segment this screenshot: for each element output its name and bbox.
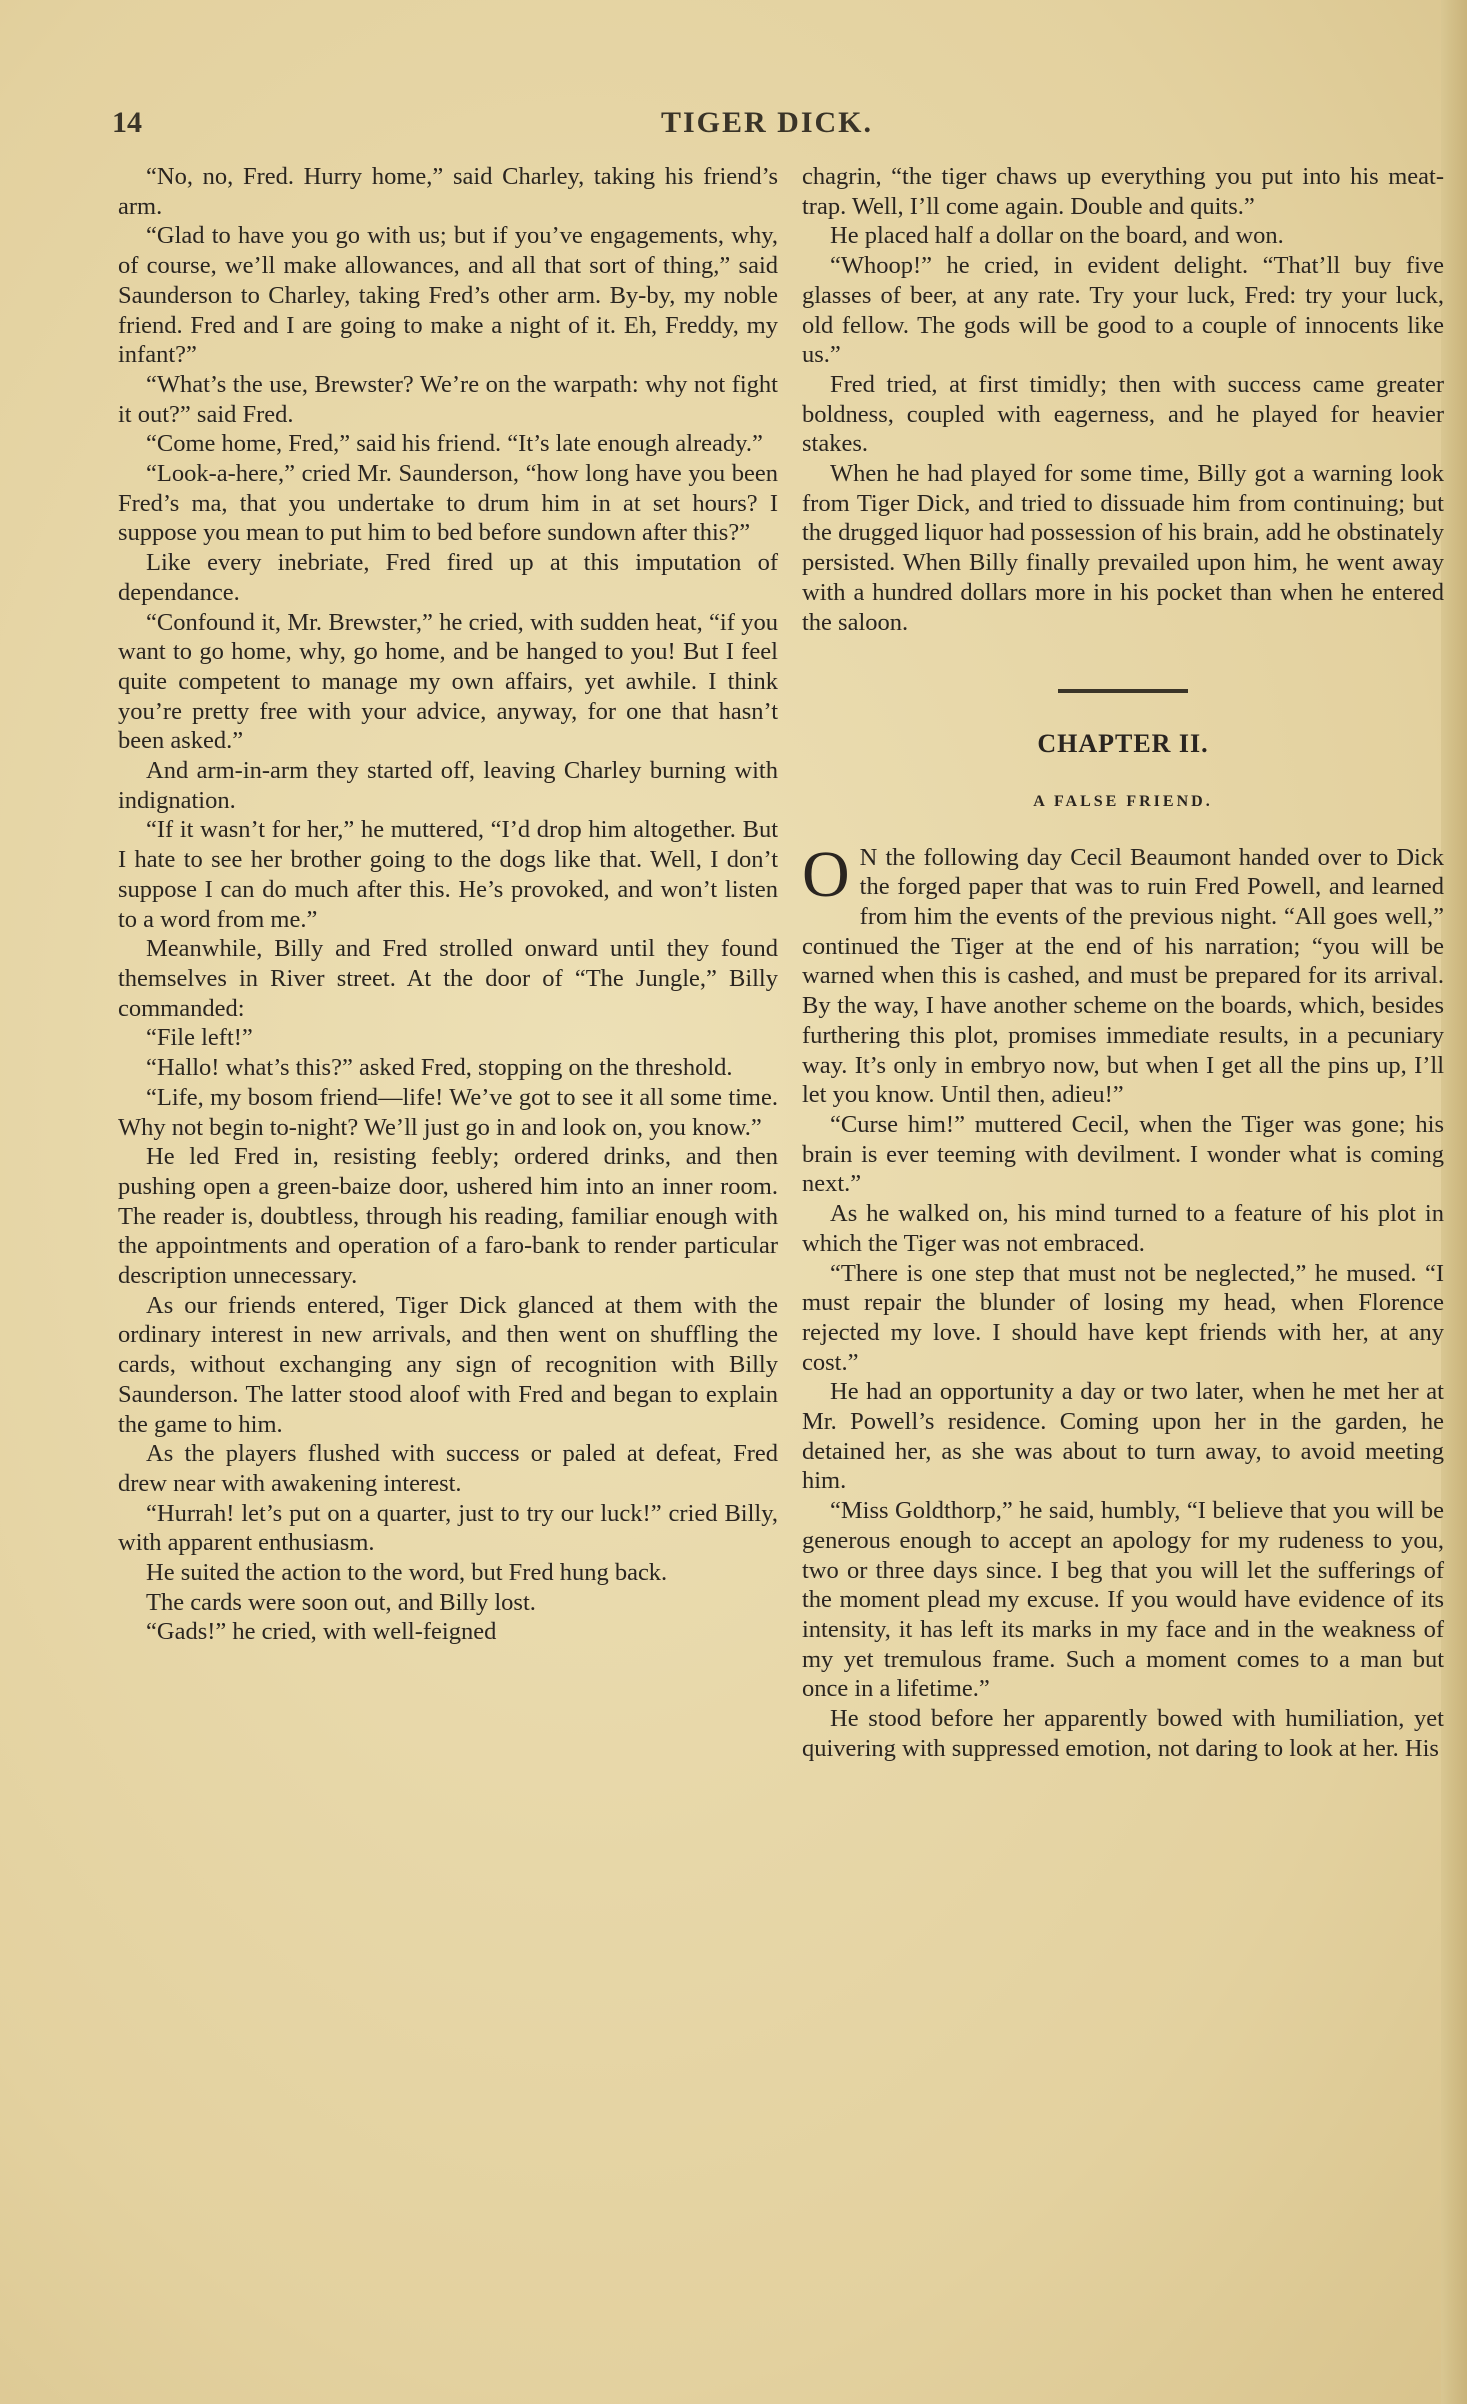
paragraph: “Confound it, Mr. Brewster,” he cried, with sudden heat, “if you want to go home, why, go home, and be hanged to you! But I feel quite competent to manage my own affairs, yet awhile. I think you’re pretty free with your advice, anyway, for one that hasn’t been asked.”	[118, 608, 778, 755]
paragraph: “Look-a-here,” cried Mr. Saunderson, “how long have you been Fred’s ma, that you undertake to drum him in at set hours? I suppose you mean to put him to bed before sundown after this?”	[118, 460, 778, 547]
drop-cap: O	[802, 837, 850, 911]
chapter-title: CHAPTER II.	[1037, 729, 1209, 759]
paragraph: “File left!”	[146, 1024, 253, 1052]
paragraph: And arm-in-arm they started off, leaving Charley burning with indignation.	[118, 757, 778, 814]
chapter-subtitle: A FALSE FRIEND.	[1033, 792, 1213, 810]
paragraph: He placed half a dollar on the board, and won.	[830, 222, 1284, 250]
page-edge	[1441, 0, 1467, 2404]
paragraph: As our friends entered, Tiger Dick glanced at them with the ordinary interest in new arrivals, and then went on shuffling the cards, without exchanging any sign of recognition with Billy Saunderson. The latter stood aloof with Fred and began to explain the game to him.	[118, 1291, 778, 1438]
paragraph: “Whoop!” he cried, in evident delight. “That’ll buy five glasses of beer, at any rate. Try your luck, Fred: try your luck, old fellow. The gods will be good to a couple of innocents like us.”	[802, 252, 1444, 369]
paragraph: “What’s the use, Brewster? We’re on the warpath: why not fight it out?” said Fred.	[118, 370, 778, 428]
paragraph: “Life, my bosom friend—life! We’ve got to see it all some time. Why not begin to-night? We’ll just go in and look on, you know.”	[118, 1083, 778, 1141]
paragraph-continued: chagrin, “the tiger chaws up everything you put into his meat-trap. Well, I’ll come again. Double and quits.”	[802, 163, 1444, 220]
paragraph: The cards were soon out, and Billy lost.	[146, 1588, 536, 1616]
paragraph: “Gads!” he cried, with well-feigned	[146, 1618, 497, 1646]
chapter-opening-paragraph	[802, 837, 1444, 1110]
paragraph: He suited the action to the word, but Fred hung back.	[146, 1559, 668, 1587]
paragraph: As he walked on, his mind turned to a feature of his plot in which the Tiger was not embraced.	[802, 1200, 1444, 1257]
page-number: 14	[112, 106, 142, 139]
paragraph: “There is one step that must not be neglected,” he mused. “I must repair the blunder of losing my head, when Florence rejected my love. I should have kept friends with her, at any cost.”	[802, 1259, 1444, 1376]
paragraph: “Miss Goldthorp,” he said, humbly, “I believe that you will be generous enough to accept an apology for my rudeness to you, two or three days since. I beg that you will let the sufferings of the moment plead my excuse. If you would have evidence of its intensity, it has left its marks in my face and in the weakness of my yet tremulous frame. Such a moment comes to a man but once in a lifetime.”	[802, 1497, 1444, 1703]
paragraph: “No, no, Fred. Hurry home,” said Charley, taking his friend’s arm.	[118, 163, 778, 220]
paragraph: He had an opportunity a day or two later, when he met her at Mr. Powell’s residence. Coming upon her in the garden, he detained her, as she was about to turn away, to avoid meeting him.	[802, 1378, 1444, 1495]
paragraph: He led Fred in, resisting feebly; ordered drinks, and then pushing open a green-baize door, ushered him into an inner room. The reader is, doubtless, through his reading, familiar enough with the appointments and operation of a faro-bank to render particular description unnecessary.	[118, 1143, 778, 1290]
paragraph: When he had played for some time, Billy got a warning look from Tiger Dick, and tried to dissuade him from continuing; but the drugged liquor had possession of his brain, add he obstinately persisted. When Billy finally prevailed upon him, he went away with a hundred dollars more in his pocket than when he entered the saloon.	[802, 460, 1444, 636]
paragraph: “Hurrah! let’s put on a quarter, just to try our luck!” cried Billy, with apparent enthusiasm.	[118, 1499, 778, 1557]
paragraph: Fred tried, at first timidly; then with success came greater boldness, coupled with eagerness, and he played for heavier stakes.	[802, 370, 1444, 458]
paragraph: “Curse him!” muttered Cecil, when the Tiger was gone; his brain is ever teeming with devilment. I wonder what is coming next.”	[802, 1110, 1444, 1198]
paragraph: He stood before her apparently bowed with humiliation, yet quivering with suppressed emotion, not daring to look at her. His	[802, 1705, 1444, 1762]
paragraph: Like every inebriate, Fred fired up at this imputation of dependance.	[118, 549, 778, 606]
right-column	[802, 162, 1444, 1763]
opening-text: N the following day Cecil Beaumont handed over to Dick the forged paper that was to ruin Fred Powell, and learned from him the events of the previous night. “All goes well,” continued the Tiger at the end of his narration; “you will be warned when this is cashed, and must be prepared for its arrival. By the way, I have another scheme on the boards, which, besides furthering this plot, promises immediate results, in a pecuniary way. It’s only in embryo now, but when I get all the pins up, I’ll let you know. Until then, adieu!”	[802, 843, 1444, 1109]
running-title: TIGER DICK.	[660, 106, 874, 139]
left-column	[118, 162, 778, 1647]
section-divider	[1058, 689, 1188, 693]
page-header	[112, 106, 1422, 146]
paragraph: “Hallo! what’s this?” asked Fred, stopping on the threshold.	[146, 1054, 733, 1082]
paragraph: “If it wasn’t for her,” he muttered, “I’d drop him altogether. But I hate to see her brother going to the dogs like that. Well, I don’t suppose I can do much after this. He’s provoked, and won’t listen to a word from me.”	[118, 816, 778, 933]
paragraph: “Glad to have you go with us; but if you’ve engagements, why, of course, we’ll make allowances, and all that sort of thing,” said Saunderson to Charley, taking Fred’s other arm. By-by, my noble friend. Fred and I are going to make a night of it. Eh, Freddy, my infant?”	[118, 222, 778, 369]
paragraph: Meanwhile, Billy and Fred strolled onward until they found themselves in River street. At the door of “The Jungle,” Billy commanded:	[118, 935, 778, 1022]
paragraph: “Come home, Fred,” said his friend. “It’s late enough already.”	[146, 430, 763, 458]
paragraph: As the players flushed with success or paled at defeat, Fred drew near with awakening interest.	[118, 1440, 778, 1497]
